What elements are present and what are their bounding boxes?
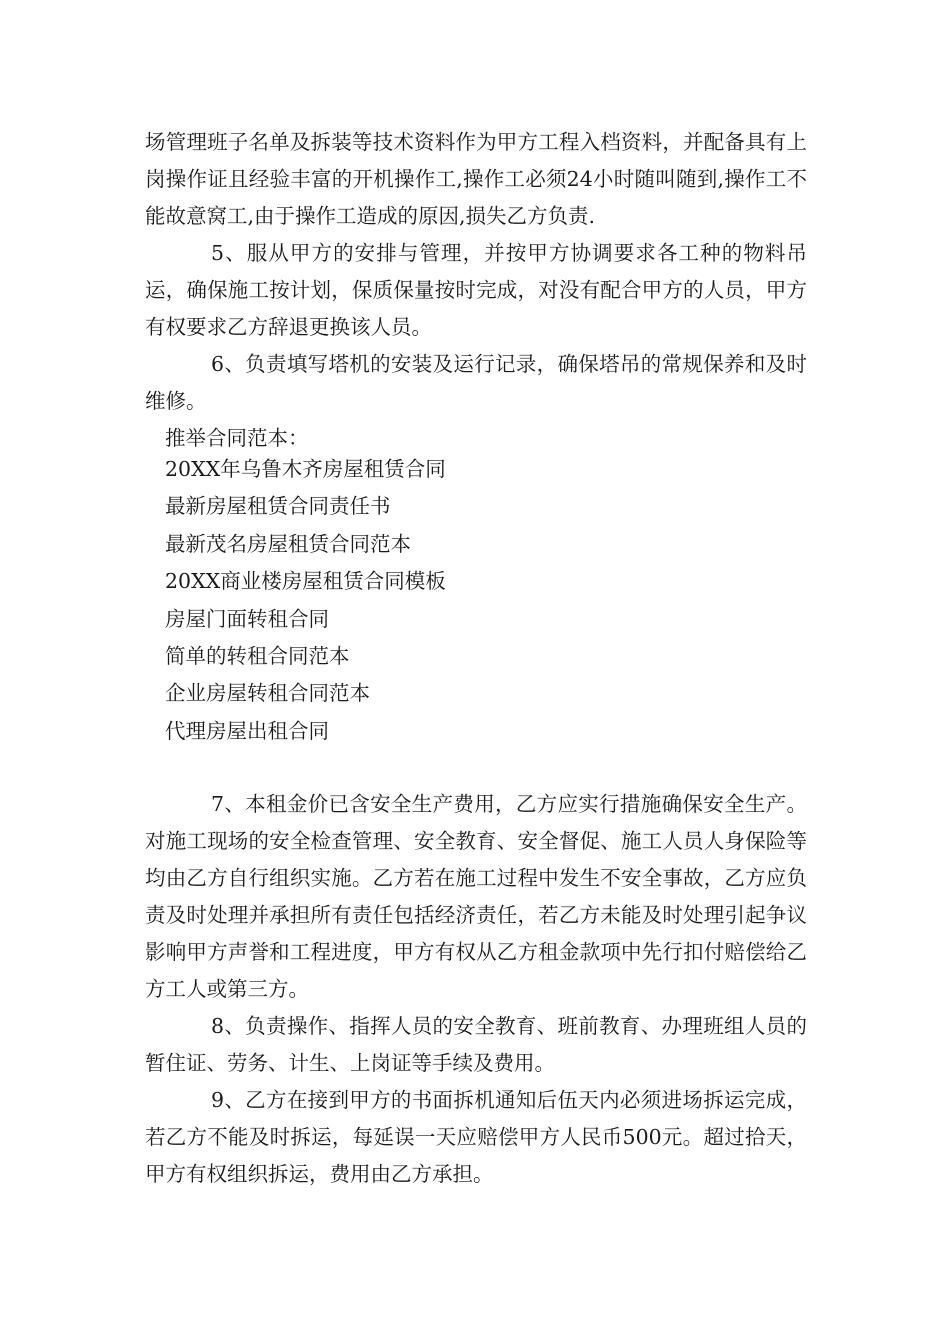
paragraph-intro: 场管理班子名单及拆装等技术资料作为甲方工程入档资料，并配备具有上岗操作证且经验丰富的开机操作工,操作工必须24小时随叫随到,操作工不能故意窝工,由于操作工造成的原因,损失乙方负责. bbox=[145, 130, 807, 228]
recommend-link[interactable]: 20XX商业楼房屋租赁合同模板 bbox=[165, 569, 446, 594]
paragraph-5: 5、服从甲方的安排与管理，并按甲方协调要求各工种的物料吊运，确保施工按计划，保质保量按时完成，对没有配合甲方的人员，甲方有权要求乙方辞退更换该人员。 bbox=[145, 241, 807, 339]
top-section bbox=[145, 124, 807, 420]
recommend-link[interactable]: 企业房屋转租合同范本 bbox=[165, 681, 370, 706]
paragraph-6: 6、负责填写塔机的安装及运行记录，确保塔吊的常规保养和及时维修。 bbox=[145, 352, 807, 413]
recommend-link[interactable]: 房屋门面转租合同 bbox=[165, 606, 329, 631]
paragraph-9: 9、乙方在接到甲方的书面拆机通知后伍天内必须进场拆运完成，若乙方不能及时拆运，每延误一天应赔偿甲方人民币500元。超过拾天，甲方有权组织拆运，费用由乙方承担。 bbox=[145, 1088, 807, 1186]
bottom-section bbox=[145, 786, 807, 1193]
recommend-link[interactable]: 20XX年乌鲁木齐房屋租赁合同 bbox=[165, 457, 446, 481]
recommend-link[interactable]: 最新茂名房屋租赁合同范本 bbox=[165, 531, 411, 556]
recommend-link[interactable]: 代理房屋出租合同 bbox=[165, 718, 329, 743]
recommend-list bbox=[165, 451, 446, 750]
paragraph-7: 7、本租金价已含安全生产费用，乙方应实行措施确保安全生产。对施工现场的安全检查管理、安全教育、安全督促、施工人员人身保险等均由乙方自行组织实施。乙方若在施工过程中发生不安全事故，乙方应负责及时处理并承担所有责任包括经济责任，若乙方未能及时处理引起争议影响甲方声誉和工程进度，甲方有权从乙方租金款项中先行扣付赔偿给乙方工人或第三方。 bbox=[145, 792, 807, 1001]
recommend-link[interactable]: 简单的转租合同范本 bbox=[165, 643, 350, 668]
paragraph-8: 8、负责操作、指挥人员的安全教育、班前教育、办理班组人员的暂住证、劳务、计生、上岗证等手续及费用。 bbox=[145, 1014, 807, 1075]
recommend-link[interactable]: 最新房屋租赁合同责任书 bbox=[165, 494, 391, 519]
recommend-title: 推举合同范本： bbox=[165, 426, 309, 450]
